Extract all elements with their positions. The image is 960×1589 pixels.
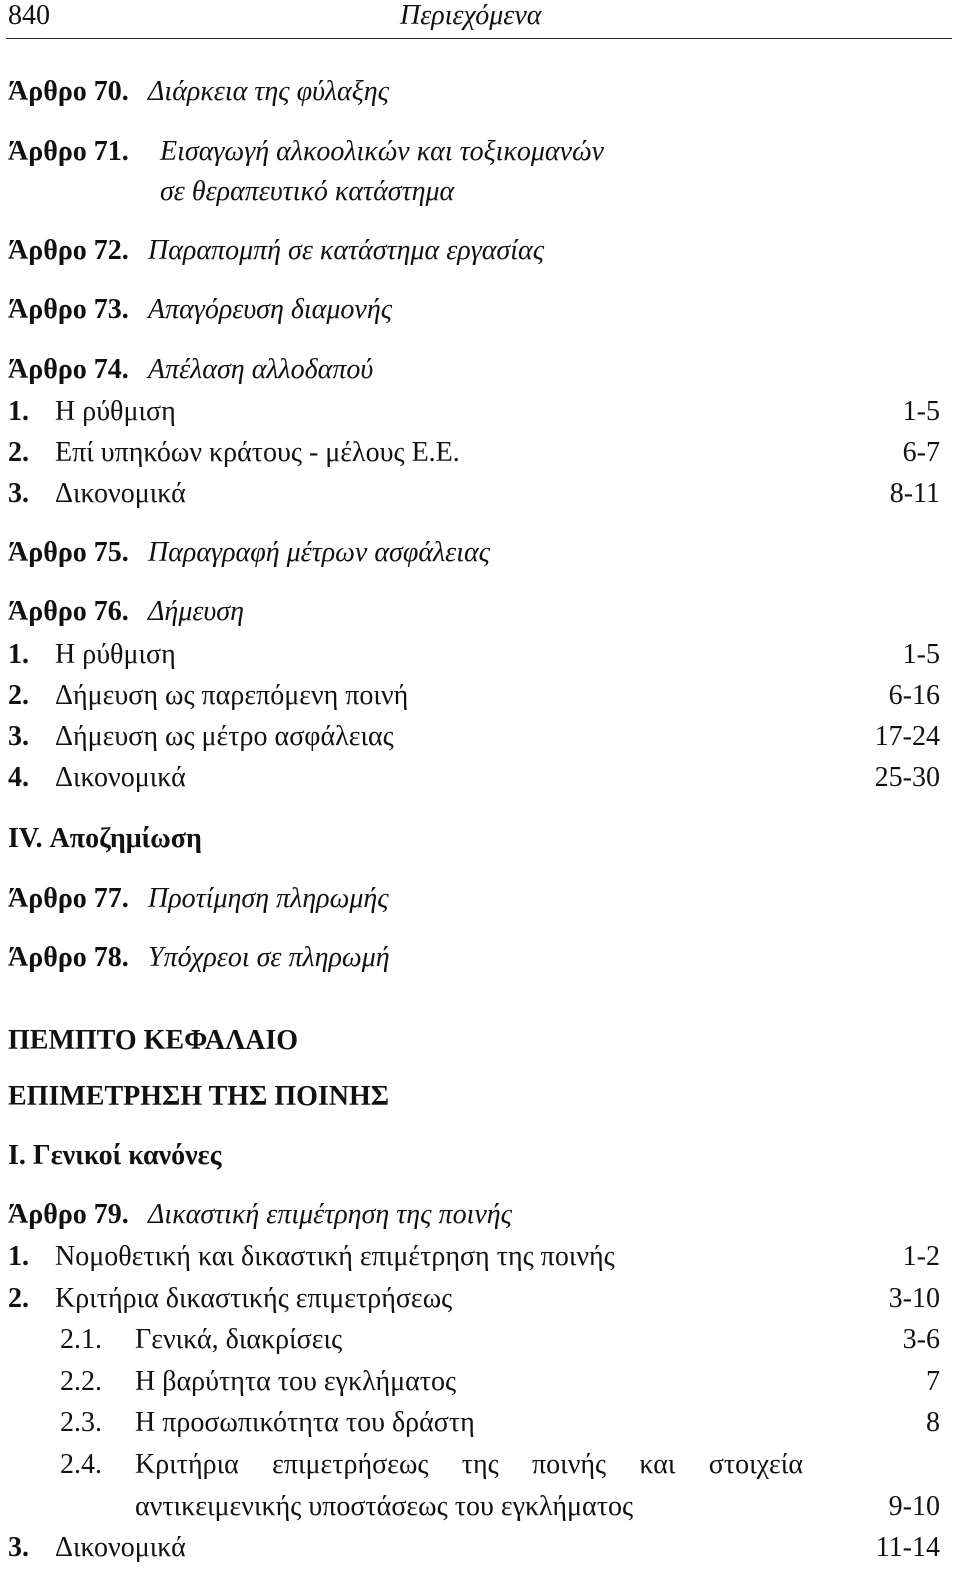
- item-pages: 25-30: [874, 762, 940, 793]
- article-label: Άρθρο 79.: [8, 1199, 129, 1230]
- article-title: Απέλαση αλλοδαπού: [148, 354, 374, 385]
- section-heading: I. Γενικοί κανόνες: [8, 1140, 222, 1171]
- article-title: Παραγραφή μέτρων ασφάλειας: [148, 537, 491, 568]
- article-label: Άρθρο 71.: [8, 136, 129, 167]
- subitem-text: Η βαρύτητα του εγκλήματος: [135, 1366, 457, 1397]
- subitem-text-cont: αντικειμενικής υποστάσεως του εγκλήματος: [135, 1491, 634, 1522]
- article-title: Δικαστική επιμέτρηση της ποινής: [148, 1199, 513, 1230]
- subitem-pages: 8: [926, 1407, 940, 1438]
- article-label: Άρθρο 76.: [8, 596, 129, 627]
- subitem-pages: 9-10: [888, 1491, 940, 1522]
- item-number: 3.: [8, 721, 29, 752]
- item-text: Δικονομικά: [55, 1532, 186, 1563]
- item-pages: 1-5: [902, 396, 940, 427]
- item-number: 2.: [8, 1283, 29, 1314]
- page-header: [0, 0, 960, 40]
- page-number: 840: [8, 0, 50, 31]
- item-text: Κριτήρια δικαστικής επιμετρήσεως: [55, 1283, 453, 1314]
- article-label: Άρθρο 70.: [8, 76, 129, 107]
- item-pages: 6-7: [902, 437, 940, 468]
- running-title: Περιεχόμενα: [400, 0, 542, 31]
- item-number: 1.: [8, 396, 29, 427]
- item-text: Δήμευση ως παρεπόμενη ποινή: [55, 680, 409, 711]
- article-label: Άρθρο 78.: [8, 942, 129, 973]
- item-text: Νομοθετική και δικαστική επιμέτρηση της ποινής: [55, 1241, 615, 1272]
- article-label: Άρθρο 73.: [8, 294, 129, 325]
- subitem-text: Κριτήρια επιμετρήσεως της ποινής και στοιχεία: [135, 1449, 803, 1480]
- article-label: Άρθρο 75.: [8, 537, 129, 568]
- item-pages: 3-10: [888, 1283, 940, 1314]
- subitem-text: Η προσωπικότητα του δράστη: [135, 1407, 475, 1438]
- item-number: 1.: [8, 1241, 29, 1272]
- subitem-pages: 3-6: [902, 1324, 940, 1355]
- item-text: Δικονομικά: [55, 478, 186, 509]
- article-title: Παραπομπή σε κατάστημα εργασίας: [148, 235, 545, 266]
- item-text: Δήμευση ως μέτρο ασφάλειας: [55, 721, 394, 752]
- subitem-number: 2.1.: [60, 1324, 102, 1355]
- item-number: 2.: [8, 437, 29, 468]
- item-text: Επί υπηκόων κράτους - μέλους Ε.Ε.: [55, 437, 460, 468]
- item-pages: 8-11: [889, 478, 940, 509]
- item-text: Η ρύθμιση: [55, 396, 176, 427]
- item-pages: 1-2: [902, 1241, 940, 1272]
- article-title: Διάρκεια της φύλαξης: [148, 76, 389, 107]
- article-label: Άρθρο 77.: [8, 883, 129, 914]
- item-number: 1.: [8, 639, 29, 670]
- article-title: Προτίμηση πληρωμής: [148, 883, 389, 914]
- chapter-title: ΕΠΙΜΕΤΡΗΣΗ ΤΗΣ ΠΟΙΝΗΣ: [8, 1081, 390, 1112]
- subitem-number: 2.2.: [60, 1366, 102, 1397]
- section-heading: IV. Αποζημίωση: [8, 823, 202, 854]
- article-label: Άρθρο 72.: [8, 235, 129, 266]
- item-number: 2.: [8, 680, 29, 711]
- chapter-number: ΠΕΜΠΤΟ ΚΕΦΑΛΑΙΟ: [8, 1025, 299, 1056]
- item-text: Δικονομικά: [55, 762, 186, 793]
- header-rule: [6, 38, 952, 39]
- item-pages: 6-16: [888, 680, 940, 711]
- article-title-cont: σε θεραπευτικό κατάστημα: [160, 176, 455, 207]
- subitem-number: 2.4.: [60, 1449, 102, 1480]
- item-pages: 1-5: [902, 639, 940, 670]
- item-number: 4.: [8, 762, 29, 793]
- article-label: Άρθρο 74.: [8, 354, 129, 385]
- item-pages: 17-24: [874, 721, 940, 752]
- subitem-text: Γενικά, διακρίσεις: [135, 1324, 343, 1355]
- article-title: Εισαγωγή αλκοολικών και τοξικομανών: [160, 136, 604, 167]
- item-pages: 11-14: [875, 1532, 940, 1563]
- article-title: Δήμευση: [148, 596, 244, 627]
- subitem-pages: 7: [926, 1366, 940, 1397]
- item-text: Η ρύθμιση: [55, 639, 176, 670]
- article-title: Απαγόρευση διαμονής: [148, 294, 393, 325]
- article-title: Υπόχρεοι σε πληρωμή: [148, 942, 390, 973]
- item-number: 3.: [8, 1532, 29, 1563]
- subitem-number: 2.3.: [60, 1407, 102, 1438]
- item-number: 3.: [8, 478, 29, 509]
